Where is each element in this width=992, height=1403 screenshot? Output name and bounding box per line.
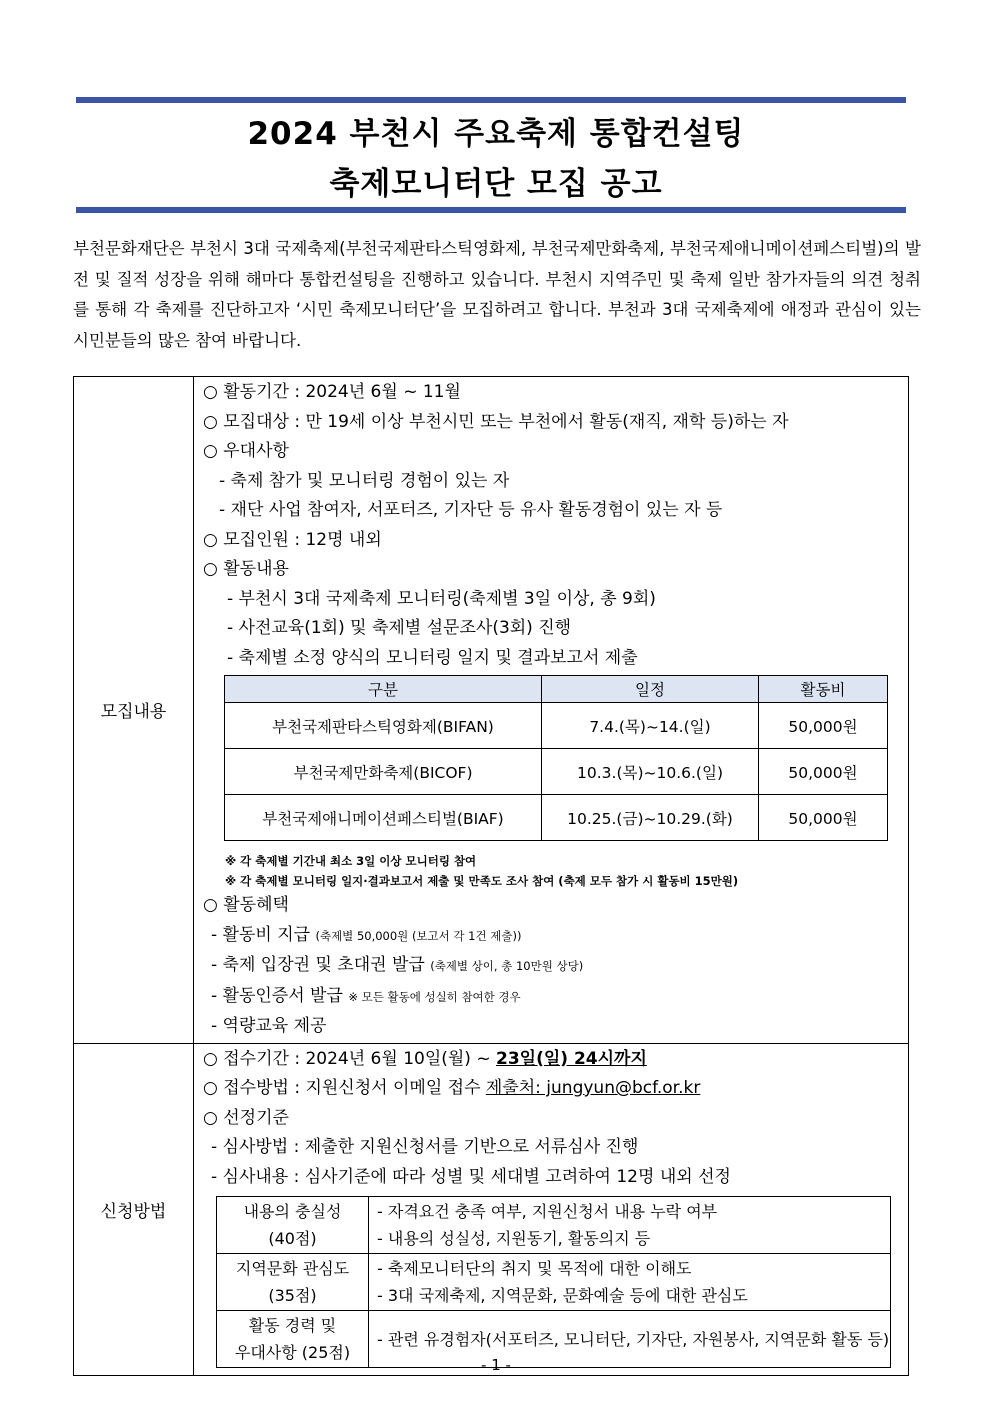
activity-title: ○ 활동내용	[203, 559, 289, 579]
schedule-header: 활동비	[759, 676, 888, 703]
recruit-label: 모집내용	[74, 377, 194, 1044]
activity-item: - 부천시 3대 국제축제 모니터링(축제별 3일 이상, 총 9회)	[227, 588, 656, 609]
festival-name: 부천국제애니메이션페스티벌(BIAF)	[225, 795, 542, 841]
activity-item: - 사전교육(1회) 및 축제별 설문조사(3회) 진행	[227, 618, 572, 638]
title-line-1: 2024 부천시 주요축제 통합컨설팅	[247, 116, 745, 152]
preference-item: - 축제 참가 및 모니터링 경험이 있는 자	[219, 470, 510, 491]
table-row	[217, 1197, 891, 1254]
criteria-item: - 심사내용 : 심사기준에 따라 성별 및 세대별 고려하여 12명 내외 선정	[211, 1166, 731, 1187]
criteria-detail: - 축제모니터단의 취지 및 목적에 대한 이해도 - 3대 국제축제, 지역문화, 문화예술 등에 대한 관심도	[369, 1254, 891, 1311]
benefit-item: - 역량교육 제공	[211, 1016, 327, 1036]
criteria-item: - 심사방법 : 제출한 지원신청서를 기반으로 서류심사 진행	[211, 1137, 639, 1157]
benefit-item: - 축제 입장권 및 초대권 발급 (축제별 상이, 총 10만원 상당)	[211, 955, 584, 975]
criteria-detail: - 자격요건 충족 여부, 지원신청서 내용 누락 여부 - 내용의 성실성, 지원동기, 활동의지 등	[369, 1197, 891, 1254]
criteria-category: 지역문화 관심도 (35점)	[217, 1254, 369, 1311]
top-accent-bar	[76, 97, 906, 103]
festival-date: 10.25.(금)~10.29.(화)	[542, 795, 759, 841]
schedule-note: ※ 각 축제별 기간내 최소 3일 이상 모니터링 참여	[225, 854, 477, 868]
table-row	[225, 703, 888, 749]
title-line-2: 축제모니터단 모집 공고	[329, 166, 663, 202]
activity-item: - 축제별 소정 양식의 모니터링 일지 및 결과보고서 제출	[227, 647, 638, 668]
recruit-headcount: ○ 모집인원 : 12명 내외	[203, 529, 382, 550]
bottom-accent-bar	[76, 207, 906, 213]
apply-deadline: 23일(일) 24시까지	[495, 1048, 647, 1069]
benefit-title: ○ 활동혜택	[203, 895, 289, 915]
festival-name: 부천국제만화축제(BICOF)	[225, 749, 542, 795]
table-row	[225, 795, 888, 841]
table-row	[217, 1254, 891, 1311]
preference-item: - 재단 사업 참여자, 서포터즈, 기자단 등 유사 활동경험이 있는 자 등	[219, 500, 723, 520]
festival-date: 7.4.(목)~14.(일)	[542, 703, 759, 749]
criteria-category: 활동 경력 및 우대사항 (25점)	[217, 1311, 369, 1368]
schedule-note: ※ 각 축제별 모니터링 일지·결과보고서 제출 및 만족도 조사 참여 (축제 모두 참가 시 활동비 15만원)	[225, 874, 739, 888]
preference-title: ○ 우대사항	[203, 441, 289, 461]
recruit-content	[194, 377, 909, 1044]
apply-label: 신청방법	[74, 1043, 194, 1376]
apply-content	[194, 1043, 909, 1376]
festival-name: 부천국제판타스틱영화제(BIFAN)	[225, 703, 542, 749]
festival-fee: 50,000원	[759, 703, 888, 749]
submission-email[interactable]: 제출처: jungyun@bcf.or.kr	[485, 1078, 701, 1098]
criteria-detail: - 관련 유경험자(서포터즈, 모니터단, 기자단, 자원봉사, 지역문화 활동 등)	[369, 1311, 891, 1368]
festival-date: 10.3.(목)~10.6.(일)	[542, 749, 759, 795]
benefit-item: - 활동인증서 발급 ※ 모든 활동에 성실히 참여한 경우	[211, 985, 521, 1006]
apply-period: ○ 접수기간 : 2024년 6월 10일(월) ~ 23일(일) 24시까지	[203, 1048, 647, 1069]
criteria-title: ○ 선정기준	[203, 1107, 289, 1128]
schedule-header: 구분	[225, 676, 542, 703]
page-number: - 1 -	[481, 1356, 511, 1374]
intro-paragraph: 부천문화재단은 부천시 3대 국제축제(부천국제판타스틱영화제, 부천국제만화축제, 부천국제애니메이션페스티벌)의 발전 및 질적 성장을 위해 해마다 통합컨설팅을 진행하고 있습니다. 부천시 지역주민 및 축제 일반 참가자들의 의견 청취를 통해 각 축제를 진단하고자 ‘시민 축제모니터단’을 모집하려고 합니다. 부천과 3대 국제축제에 애정과 관심이 있는 시민분들의 많은 참여 바랍니다.	[73, 239, 921, 350]
criteria-table	[216, 1196, 891, 1368]
criteria-category: 내용의 충실성 (40점)	[217, 1197, 369, 1254]
schedule-table	[224, 675, 888, 841]
activity-period: ○ 활동기간 : 2024년 6월 ~ 11월	[203, 382, 461, 402]
festival-fee: 50,000원	[759, 749, 888, 795]
apply-method: ○ 접수방법 : 지원신청서 이메일 접수 제출처: jungyun@bcf.or.kr	[203, 1078, 701, 1098]
notice-table	[73, 376, 909, 1376]
festival-fee: 50,000원	[759, 795, 888, 841]
table-row	[225, 749, 888, 795]
benefit-item: - 활동비 지급 (축제별 50,000원 (보고서 각 1건 제출))	[211, 924, 522, 945]
recruit-target: ○ 모집대상 : 만 19세 이상 부천시민 또는 부천에서 활동(재직, 재학 등)하는 자	[203, 411, 789, 432]
schedule-header: 일정	[542, 676, 759, 703]
